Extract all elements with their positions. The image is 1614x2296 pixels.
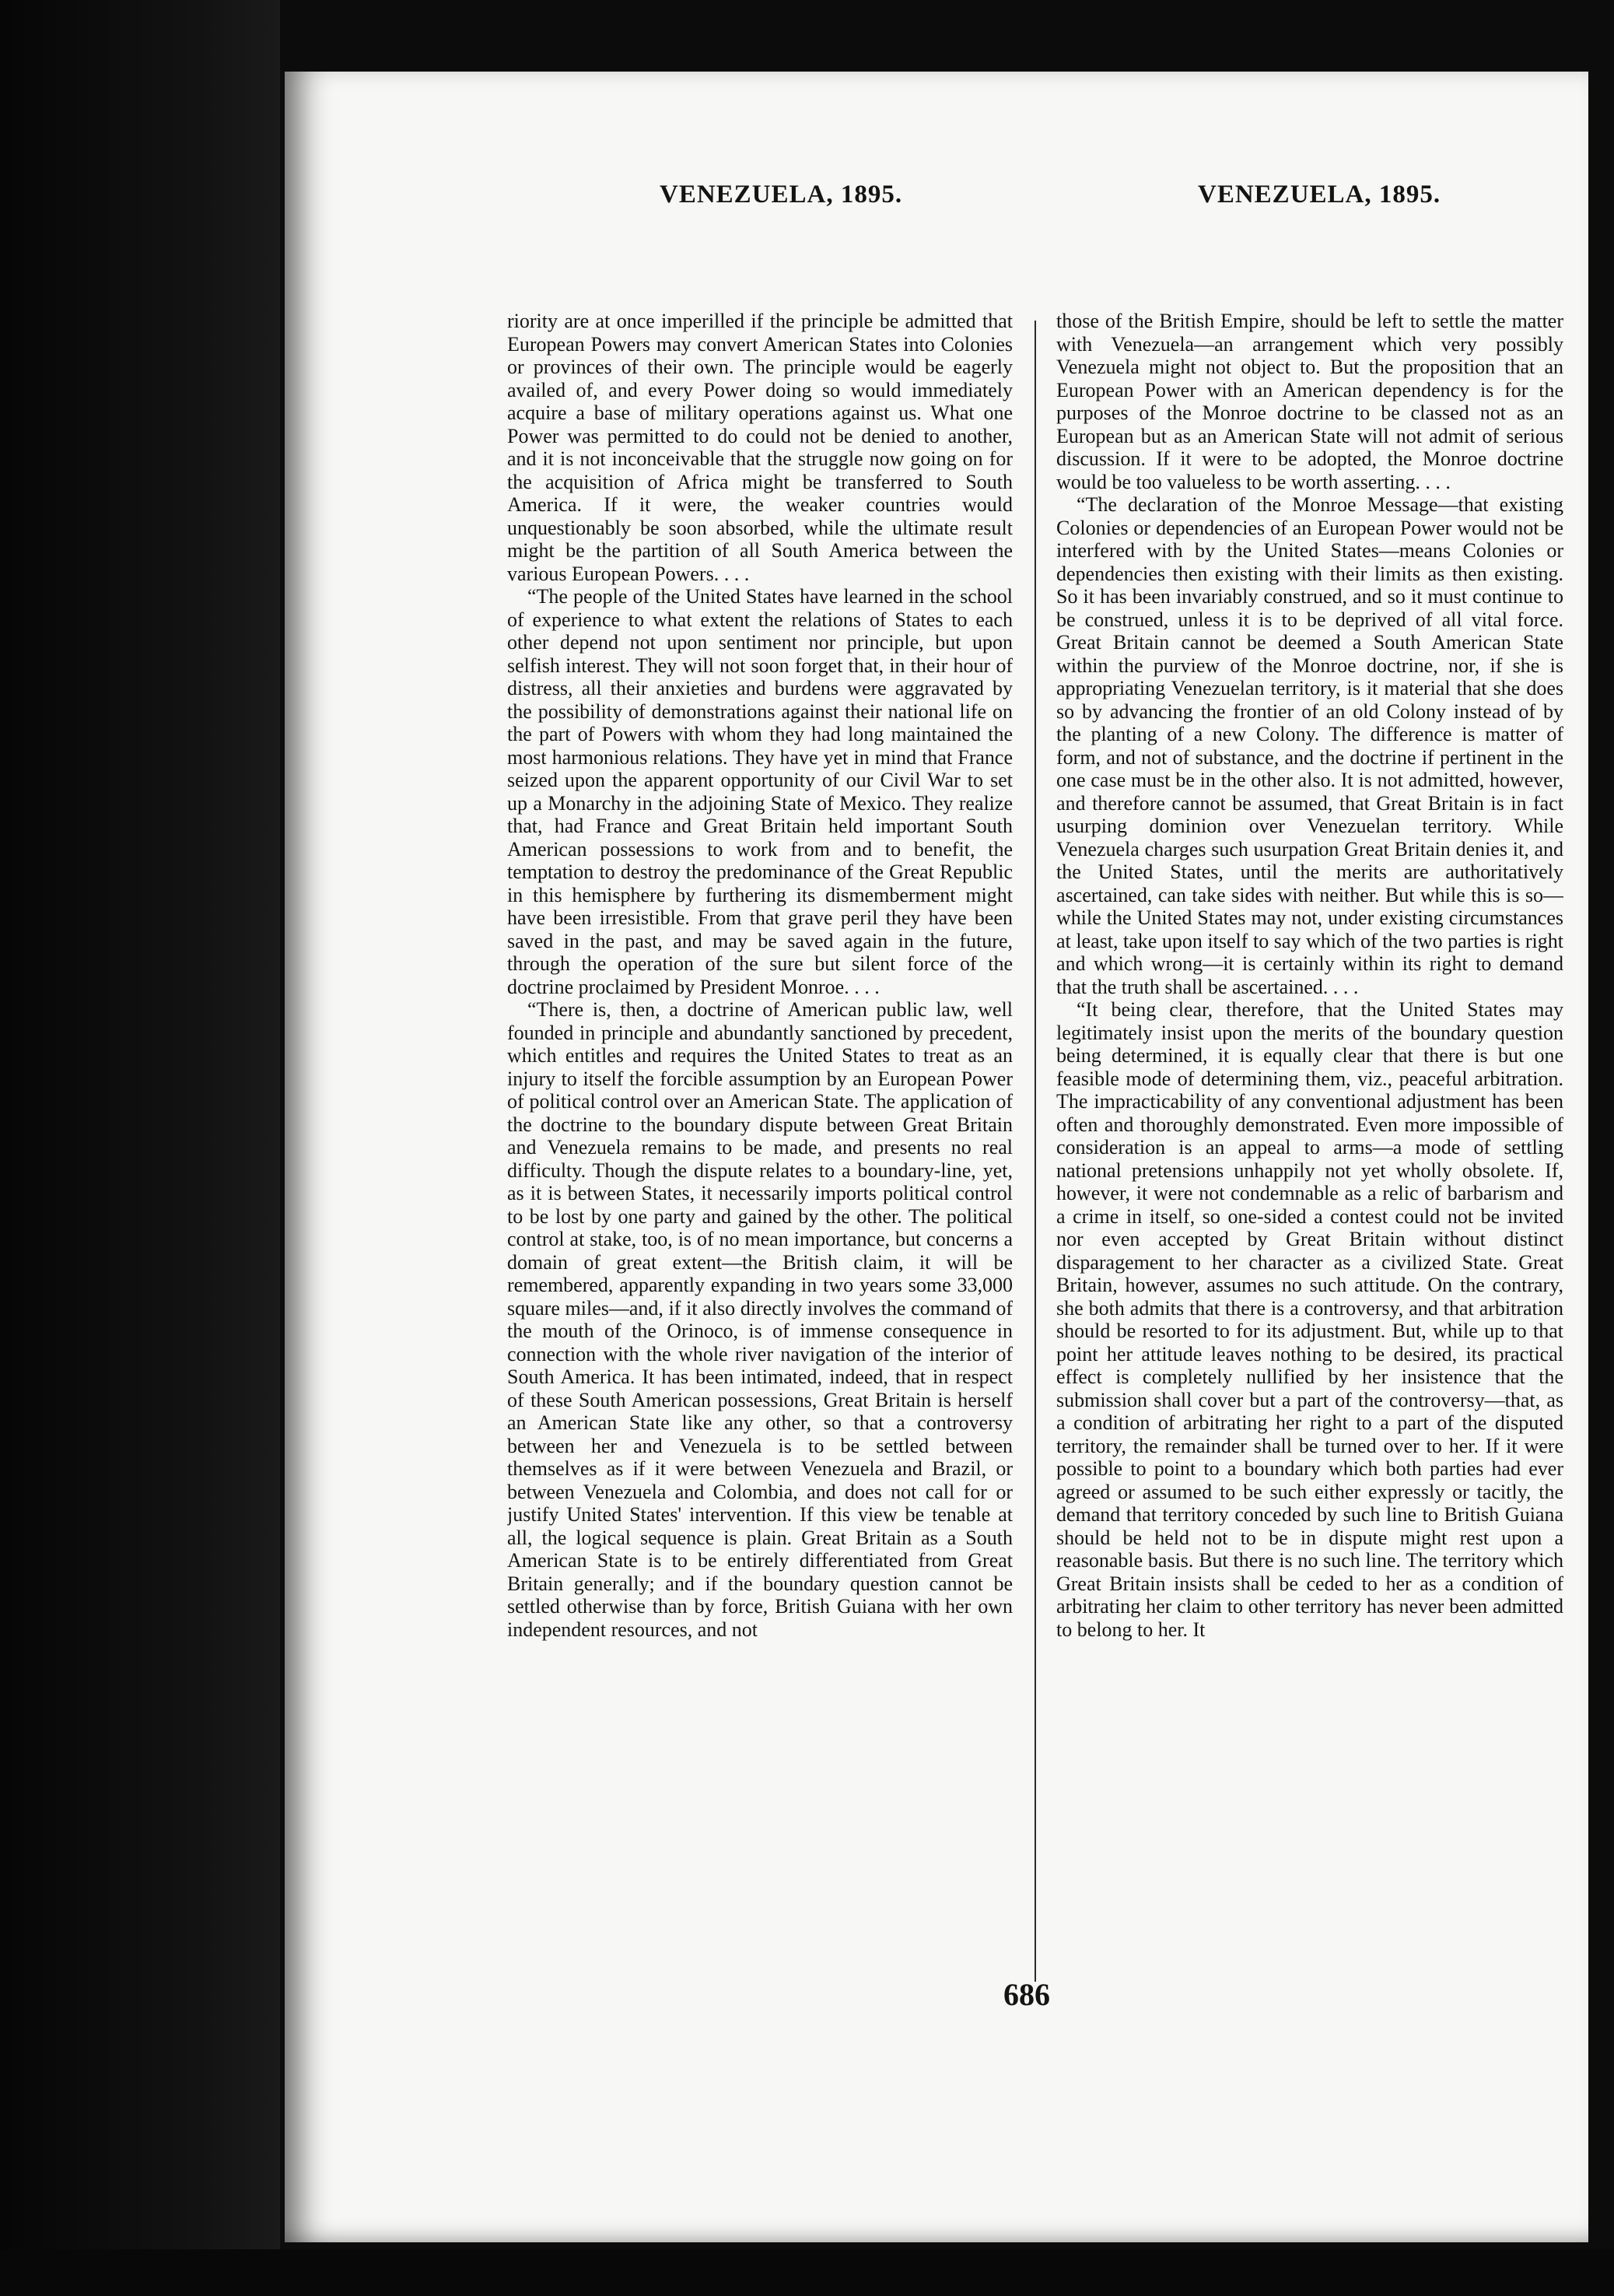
scan-left-edge <box>0 0 280 2296</box>
paragraph: “The declaration of the Monroe Message—that existing Colonies or dependencies of an European Power would not be interfered with by the United States—means Colonies or dependencies then existing with their limits as then existing. So it has been invariably construed, and so it must continue to be construed, unless it is to be deprived of all vital force. Great Britain cannot be deemed a South American State within the purview of the Monroe doctrine, nor, if she is appropriating Venezuelan territory, is it material that she does so by advancing the frontier of an old Colony instead of by the planting of a new Colony. The difference is matter of form, and not of substance, and the doctrine if pertinent in the one case must be in the other also. It is not admitted, however, and therefore cannot be assumed, that Great Britain is in fact usurping dominion over Venezuelan territory. While Venezuela charges such usurpation Great Britain denies it, and the United States, until the merits are authoritatively ascertained, can take sides with neither. But while this is so—while the United States may not, under existing circumstances at least, take upon itself to say which of the two parties is right and which wrong—it is certainly within its right to demand that the truth shall be ascertained. . . . <box>1056 493 1563 998</box>
page-number: 686 <box>1003 1977 1050 2012</box>
paragraph: “There is, then, a doctrine of American public law, well founded in principle and abundantly sanctioned by precedent, which entitles and requires the United States to treat as an injury to itself the forcible assumption by an European Power of political control over an American State. The application of the doctrine to the boundary dispute between Great Britain and Venezuela remains to be made, and presents no real difficulty. Though the dispute relates to a boundary-line, yet, as it is between States, it necessarily imports political control to be lost by one party and gained by the other. The political control at stake, too, is of no mean importance, but concerns a domain of great extent—the British claim, it will be remembered, apparently expanding in two years some 33,000 square miles—and, if it also directly involves the command of the mouth of the Orinoco, is of immense consequence in connection with the whole river navigation of the interior of South America. It has been intimated, indeed, that in respect of these South American possessions, Great Britain is herself an American State like any other, so that a controversy between her and Venezuela is to be settled between themselves as if it were between Venezuela and Brazil, or between Venezuela and Colombia, and does not call for or justify United States' intervention. If this view be tenable at all, the logical sequence is plain. Great Britain as a South American State is to be entirely differentiated from Great Britain generally; and if the boundary question cannot be settled otherwise than by force, British Guiana with her own independent resources, and not <box>507 998 1013 1641</box>
paragraph: “It being clear, therefore, that the United States may legitimately insist upon the merits of the boundary question being determined, it is equally clear that there is but one feasible mode of determining them, viz., peaceful arbitration. The impracticability of any conventional adjustment has been often and thoroughly demonstrated. Even more impossible of consideration is an appeal to arms—a mode of settling national pretensions unhappily not yet wholly obsolete. If, however, it were not condemnable as a relic of barbarism and a crime in itself, so one-sided a contest could not be invited nor even accepted by Great Britain without distinct disparagement to her character as a civilized State. Great Britain, however, assumes no such attitude. On the contrary, she both admits that there is a controversy, and that arbitration should be resorted to for its adjustment. But, while up to that point her attitude leaves nothing to be desired, its practical effect is completely nullified by her insistence that the submission shall cover but a part of the controversy—that, as a condition of arbitrating her right to a part of the disputed territory, the remainder shall be turned over to her. If it were possible to point to a boundary which both parties had ever agreed or assumed to be such either expressly or tacitly, the demand that territory conceded by such line to British Guiana should be held not to be in dispute might rest upon a reasonable basis. But there is no such line. The territory which Great Britain insists shall be ceded to her as a condition of arbitrating her claim to other territory has never been admitted to belong to her. It <box>1056 998 1563 1641</box>
running-head-right: VENEZUELA, 1895. <box>1198 181 1441 209</box>
scan-bottom-edge <box>0 2249 1614 2296</box>
paragraph: those of the British Empire, should be left to settle the matter with Venezuela—an arrangement which very possibly Venezuela might not object to. But the proposition that an European Power with an American dependency is for the purposes of the Monroe doctrine to be classed not as an European but as an American State will not admit of serious discussion. If it were to be adopted, the Monroe doctrine would be too valueless to be worth asserting. . . . <box>1056 310 1563 493</box>
right-text-column <box>1056 310 1563 1975</box>
column-divider <box>1035 321 1036 1982</box>
paragraph: riority are at once imperilled if the principle be admitted that European Powers may convert American States into Colonies or provinces of their own. The principle would be eagerly availed of, and every Power doing so would immediately acquire a base of military operations against us. What one Power was permitted to do could not be denied to another, and it is not inconceivable that the struggle now going on for the acquisition of Africa might be transferred to South America. If it were, the weaker countries would unquestionably be soon absorbed, while the ultimate result might be the partition of all South America between the various European Powers. . . . <box>507 310 1013 585</box>
left-text-column <box>507 310 1013 1975</box>
paragraph: “The people of the United States have learned in the school of experience to what extent the relations of States to each other depend not upon sentiment nor principle, but upon selfish interest. They will not soon forget that, in their hour of distress, all their anxieties and burdens were aggravated by the possibility of demonstrations against their national life on the part of Powers with whom they had long maintained the most harmonious relations. They have yet in mind that France seized upon the apparent opportunity of our Civil War to set up a Monarchy in the adjoining State of Mexico. They realize that, had France and Great Britain held important South American possessions to work from and to benefit, the temptation to destroy the predominance of the Great Republic in this hemisphere by furthering its dismemberment might have been irresistible. From that grave peril they have been saved in the past, and may be saved again in the future, through the operation of the sure but silent force of the doctrine proclaimed by President Monroe. . . . <box>507 585 1013 998</box>
running-head-left: VENEZUELA, 1895. <box>660 181 903 209</box>
